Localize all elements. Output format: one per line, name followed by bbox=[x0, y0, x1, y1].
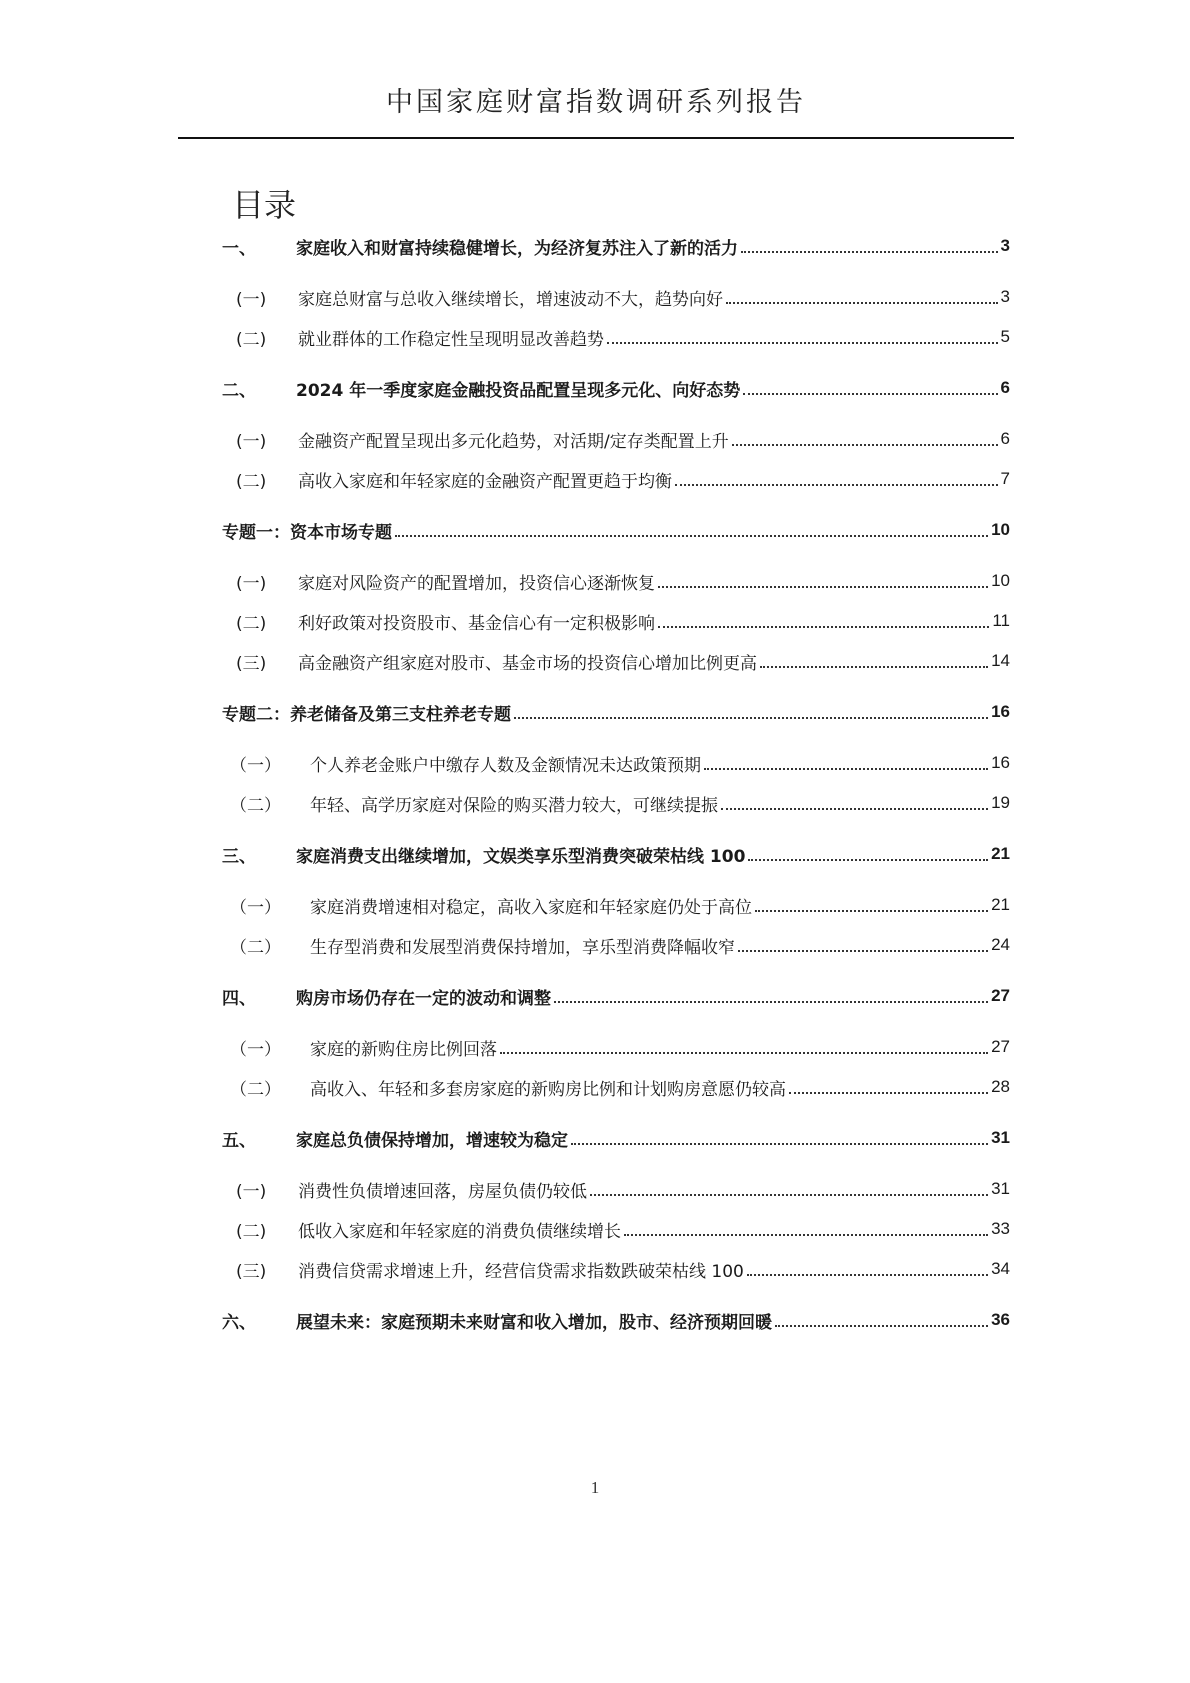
toc-entry-number: 五、 bbox=[222, 1130, 256, 1151]
dot-leader bbox=[789, 1092, 988, 1094]
toc-entry-page: 16 bbox=[991, 702, 1010, 721]
toc-entry-page: 7 bbox=[1000, 469, 1010, 488]
toc-entry-title: 2024 年一季度家庭金融投资品配置呈现多元化、向好态势 bbox=[296, 380, 741, 401]
toc-entry-number: 专题一： bbox=[222, 522, 290, 543]
toc-entry-page: 28 bbox=[991, 1077, 1010, 1096]
toc-entry-title: 家庭对风险资产的配置增加，投资信心逐渐恢复 bbox=[298, 573, 655, 594]
toc-entry[interactable] bbox=[222, 231, 1010, 261]
dot-leader bbox=[395, 535, 988, 537]
toc-entry[interactable] bbox=[222, 839, 1010, 869]
dot-leader bbox=[514, 717, 988, 719]
toc-entry[interactable] bbox=[222, 981, 1010, 1011]
toc-entry[interactable] bbox=[236, 1254, 1010, 1284]
dot-leader bbox=[726, 302, 998, 304]
dot-leader bbox=[732, 444, 998, 446]
toc-entry[interactable] bbox=[222, 1123, 1010, 1153]
toc-entry[interactable] bbox=[236, 1174, 1010, 1204]
toc-entry-number: (一) bbox=[236, 573, 267, 594]
dot-leader bbox=[747, 1274, 988, 1276]
toc-entry-title: 展望未来：家庭预期未来财富和收入增加，股市、经济预期回暖 bbox=[296, 1312, 772, 1333]
toc-heading: 目录 bbox=[232, 186, 297, 224]
toc-entry-title: 低收入家庭和年轻家庭的消费负债继续增长 bbox=[298, 1221, 621, 1242]
toc-entry-number: 三、 bbox=[222, 846, 256, 867]
toc-entry-page: 24 bbox=[991, 935, 1010, 954]
toc-entry-page: 6 bbox=[1000, 429, 1010, 448]
toc-entry-number: (三) bbox=[236, 1261, 267, 1282]
toc-entry[interactable] bbox=[236, 464, 1010, 494]
dot-leader bbox=[738, 950, 988, 952]
toc-entry-title: 购房市场仍存在一定的波动和调整 bbox=[296, 988, 551, 1009]
dot-leader bbox=[775, 1325, 988, 1327]
toc-entry-number: （一） bbox=[230, 1039, 281, 1060]
page-number: 1 bbox=[590, 1478, 600, 1497]
dot-leader bbox=[704, 768, 988, 770]
toc-entry-title: 高收入、年轻和多套房家庭的新购房比例和计划购房意愿仍较高 bbox=[310, 1079, 786, 1100]
toc-entry-number: 专题二： bbox=[222, 704, 290, 725]
toc-entry-title: 消费性负债增速回落，房屋负债仍较低 bbox=[298, 1181, 587, 1202]
toc-entry[interactable] bbox=[236, 646, 1010, 676]
dot-leader bbox=[500, 1052, 988, 1054]
dot-leader bbox=[571, 1143, 988, 1145]
toc-entry-number: 四、 bbox=[222, 988, 256, 1009]
dot-leader bbox=[658, 626, 989, 628]
toc-entry-page: 33 bbox=[991, 1219, 1010, 1238]
dot-leader bbox=[607, 342, 998, 344]
toc-entry[interactable] bbox=[230, 930, 1010, 960]
toc-entry[interactable] bbox=[230, 890, 1010, 920]
dot-leader bbox=[658, 586, 988, 588]
toc-entry-number: 一、 bbox=[222, 238, 256, 259]
toc-entry[interactable] bbox=[222, 515, 1010, 545]
toc-entry-page: 6 bbox=[1000, 378, 1010, 397]
toc-entry-page: 21 bbox=[991, 844, 1010, 863]
toc-entry-title: 利好政策对投资股市、基金信心有一定积极影响 bbox=[298, 613, 655, 634]
toc-entry[interactable] bbox=[236, 282, 1010, 312]
toc-entry[interactable] bbox=[236, 606, 1010, 636]
toc-entry-title: 资本市场专题 bbox=[290, 522, 392, 543]
toc-entry-page: 34 bbox=[991, 1259, 1010, 1278]
toc-entry-page: 31 bbox=[991, 1128, 1010, 1147]
toc-entry-title: 家庭收入和财富持续稳健增长，为经济复苏注入了新的活力 bbox=[296, 238, 738, 259]
toc-entry-title: 养老储备及第三支柱养老专题 bbox=[290, 704, 511, 725]
toc-entry-number: (二) bbox=[236, 471, 267, 492]
toc-entry-title: 高金融资产组家庭对股市、基金市场的投资信心增加比例更高 bbox=[298, 653, 757, 674]
toc-entry-page: 10 bbox=[991, 520, 1010, 539]
toc-entry-title: 金融资产配置呈现出多元化趋势，对活期/定存类配置上升 bbox=[298, 431, 729, 452]
toc-entry[interactable] bbox=[222, 373, 1010, 403]
dot-leader bbox=[554, 1001, 988, 1003]
toc-entry-page: 16 bbox=[991, 753, 1010, 772]
toc-entry[interactable] bbox=[222, 1305, 1010, 1335]
toc-entry-page: 11 bbox=[992, 611, 1010, 630]
toc-entry[interactable] bbox=[230, 1032, 1010, 1062]
toc-entry-number: 二、 bbox=[222, 380, 256, 401]
header-rule bbox=[178, 137, 1014, 139]
toc-entry-number: (一) bbox=[236, 431, 267, 452]
toc-entry[interactable] bbox=[236, 1214, 1010, 1244]
toc-entry-page: 21 bbox=[991, 895, 1010, 914]
toc-entry-title: 家庭总负债保持增加，增速较为稳定 bbox=[296, 1130, 568, 1151]
toc-entry-title: 家庭消费增速相对稳定，高收入家庭和年轻家庭仍处于高位 bbox=[310, 897, 752, 918]
toc-entry-number: （一） bbox=[230, 897, 281, 918]
toc-entry-title: 消费信贷需求增速上升，经营信贷需求指数跌破荣枯线 100 bbox=[298, 1261, 744, 1282]
dot-leader bbox=[675, 484, 998, 486]
toc-entry[interactable] bbox=[236, 424, 1010, 454]
toc-entry-title: 就业群体的工作稳定性呈现明显改善趋势 bbox=[298, 329, 604, 350]
toc-entry-title: 家庭的新购住房比例回落 bbox=[310, 1039, 497, 1060]
toc-entry-page: 5 bbox=[1000, 327, 1010, 346]
toc-entry-number: （二） bbox=[230, 1079, 281, 1100]
report-series-header: 中国家庭财富指数调研系列报告 bbox=[386, 87, 806, 118]
toc-entry-title: 个人养老金账户中缴存人数及金额情况未达政策预期 bbox=[310, 755, 701, 776]
toc-entry[interactable] bbox=[236, 566, 1010, 596]
toc-entry-page: 31 bbox=[991, 1179, 1010, 1198]
dot-leader bbox=[743, 393, 997, 395]
dot-leader bbox=[755, 910, 988, 912]
toc-entry[interactable] bbox=[236, 322, 1010, 352]
toc-entry-number: （二） bbox=[230, 795, 281, 816]
toc-entry-number: (一) bbox=[236, 289, 267, 310]
toc-entry-title: 生存型消费和发展型消费保持增加，享乐型消费降幅收窄 bbox=[310, 937, 735, 958]
toc-entry-page: 10 bbox=[991, 571, 1010, 590]
toc-entry-number: (二) bbox=[236, 1221, 267, 1242]
dot-leader bbox=[721, 808, 988, 810]
toc-entry-number: （一） bbox=[230, 755, 281, 776]
toc-entry-title: 年轻、高学历家庭对保险的购买潜力较大，可继续提振 bbox=[310, 795, 718, 816]
toc-entry-page: 3 bbox=[1000, 287, 1010, 306]
toc-entry-page: 3 bbox=[1000, 236, 1010, 255]
toc-entry-number: (三) bbox=[236, 653, 267, 674]
toc-entry-title: 高收入家庭和年轻家庭的金融资产配置更趋于均衡 bbox=[298, 471, 672, 492]
toc-entry-number: (一) bbox=[236, 1181, 267, 1202]
dot-leader bbox=[760, 666, 988, 668]
toc-entry-page: 36 bbox=[991, 1310, 1010, 1329]
toc-entry-page: 27 bbox=[991, 1037, 1010, 1056]
toc-entry-page: 19 bbox=[991, 793, 1010, 812]
toc-entry-page: 14 bbox=[991, 651, 1010, 670]
toc-entry-number: （二） bbox=[230, 937, 281, 958]
toc-entry-title: 家庭总财富与总收入继续增长，增速波动不大，趋势向好 bbox=[298, 289, 723, 310]
toc-entry-page: 27 bbox=[991, 986, 1010, 1005]
dot-leader bbox=[748, 859, 988, 861]
toc-entry-number: (二) bbox=[236, 613, 267, 634]
toc-entry[interactable] bbox=[230, 788, 1010, 818]
dot-leader bbox=[590, 1194, 988, 1196]
dot-leader bbox=[624, 1234, 988, 1236]
toc-entry[interactable] bbox=[230, 748, 1010, 778]
toc-entry-number: (二) bbox=[236, 329, 267, 350]
toc-entry[interactable] bbox=[222, 697, 1010, 727]
toc-entry[interactable] bbox=[230, 1072, 1010, 1102]
toc-entry-number: 六、 bbox=[222, 1312, 256, 1333]
toc-entry-title: 家庭消费支出继续增加，文娱类享乐型消费突破荣枯线 100 bbox=[296, 846, 746, 867]
dot-leader bbox=[741, 251, 998, 253]
